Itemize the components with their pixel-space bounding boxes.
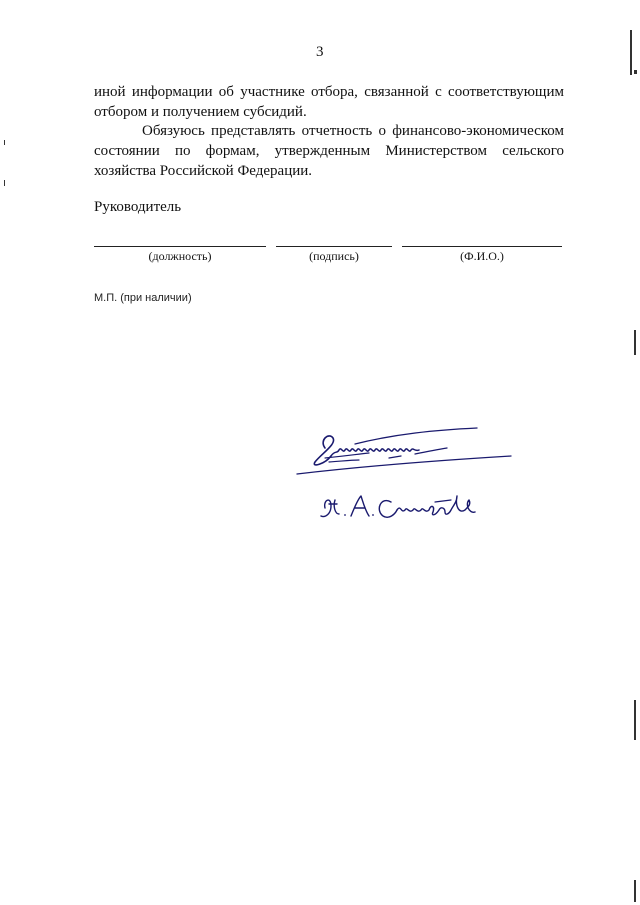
paragraph-obligation (94, 121, 564, 181)
scan-edge-mark (634, 70, 637, 74)
scan-edge-mark (634, 880, 636, 902)
paragraph-line: Обязуюсь представлять отчетность о финансово-экономическом (142, 123, 564, 139)
scan-edge-mark (4, 140, 5, 145)
paragraph-line: состоянии по формам, утвержденным Министерством сельского (94, 143, 564, 159)
scan-edge-mark (634, 700, 636, 740)
scan-edge-mark (4, 180, 5, 186)
head-label: Руководитель (94, 199, 182, 215)
paragraph-consent (94, 82, 564, 122)
paragraph-line: иной информации об участнике отбора, связанной с соответствующим (94, 84, 564, 100)
paragraph-line: хозяйства Российской Федерации. (94, 163, 313, 179)
signature-strokes (297, 428, 511, 517)
position-caption: (должность) (148, 249, 212, 263)
handwritten-signature (285, 410, 525, 540)
signature-caption: (подпись) (309, 249, 359, 263)
name-caption: (Ф.И.О.) (460, 249, 504, 263)
paragraph-line: отбором и получением субсидий. (94, 104, 307, 120)
stamp-note: М.П. (при наличии) (94, 292, 192, 304)
scan-edge-mark (630, 30, 632, 75)
signature-field-line (276, 246, 392, 247)
scan-edge-mark (634, 330, 636, 355)
page-number: 3 (316, 44, 324, 60)
name-field-line (402, 246, 562, 247)
position-field-line (94, 246, 266, 247)
